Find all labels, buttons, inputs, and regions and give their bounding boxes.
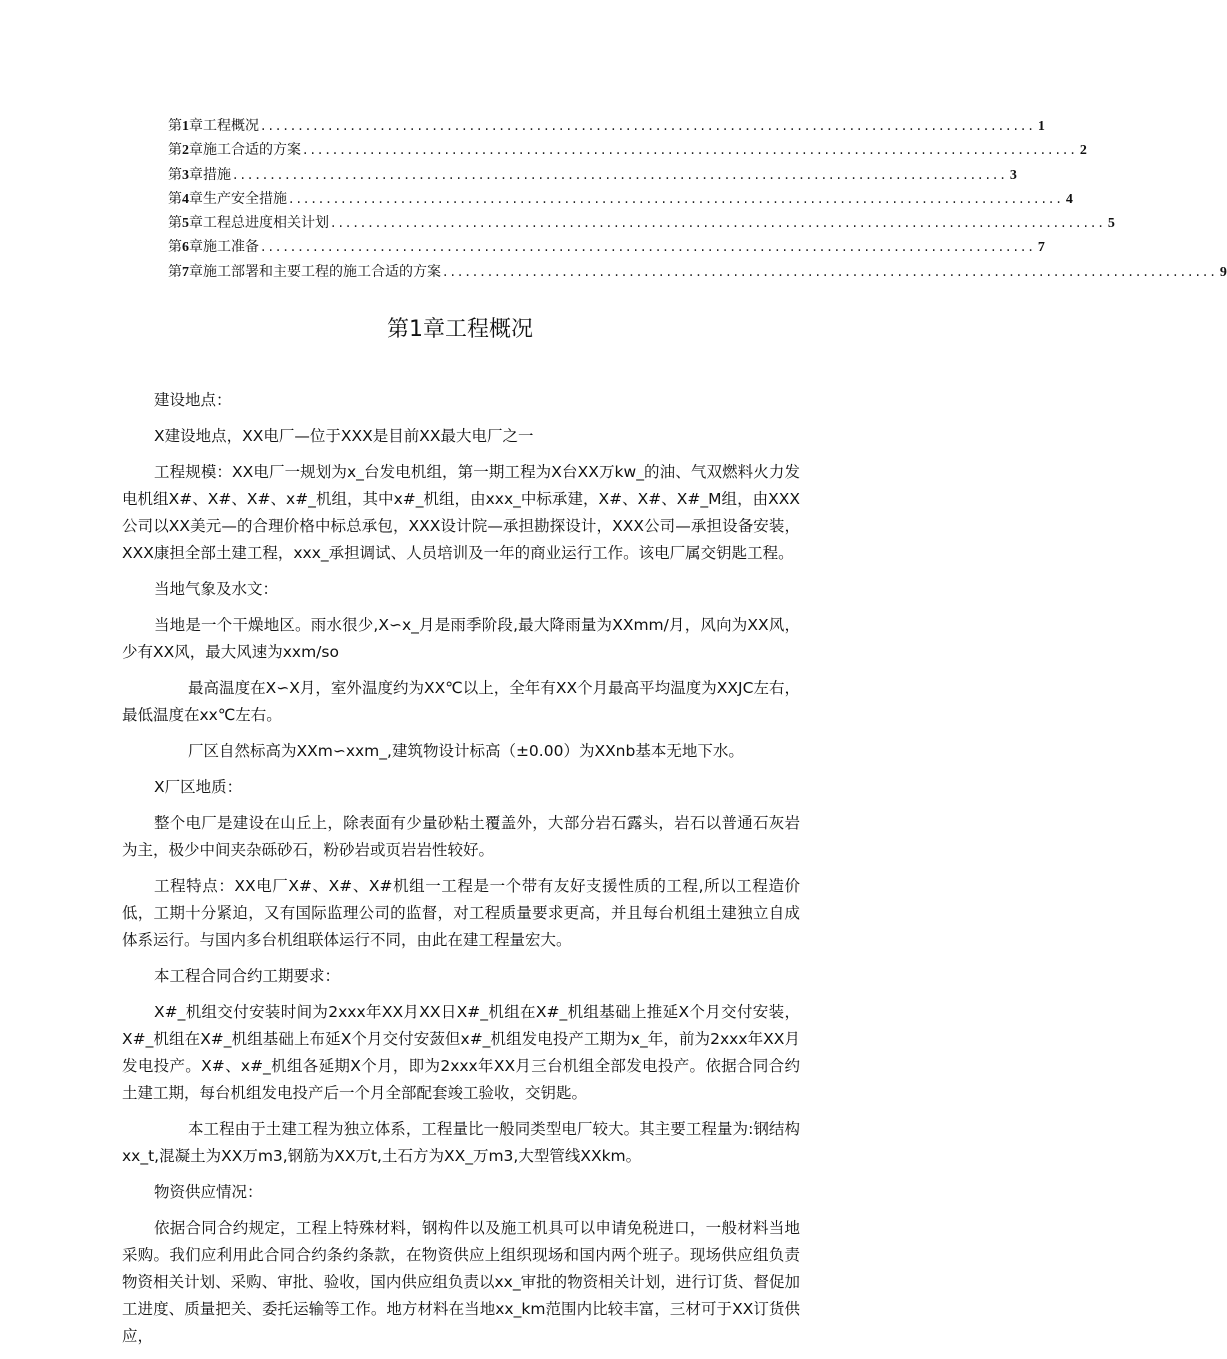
- toc-prefix: 第: [168, 239, 182, 256]
- toc-title: 章施工准备: [189, 239, 259, 256]
- toc-prefix: 第: [168, 263, 182, 280]
- paragraph: X厂区地质：: [154, 778, 243, 796]
- toc-entry[interactable]: [168, 212, 1115, 236]
- toc-prefix: 第: [168, 190, 182, 207]
- paragraph: 当地是一个干燥地区。雨水很少,X∽x_月是雨季阶段,最大降雨量为XXmm/月，风向为XX风，少有XX风，最大风速为xxm/so: [122, 616, 800, 661]
- paragraph: 工程特点：XX电厂X#、X#、X#机组一工程是一个带有友好支援性质的工程,所以工程造价低，工期十分紧迫，又有国际监理公司的监督，对工程质量要求更高，并且每台机组土建独立自成体系运行。与国内多台机组联体运行不同，由此在建工程量宏大。: [122, 877, 800, 949]
- table-of-contents: [168, 115, 1227, 285]
- paragraph: 物资供应情况：: [154, 1183, 263, 1201]
- toc-entry[interactable]: [168, 236, 1045, 260]
- toc-chapter-number: 7: [182, 264, 189, 280]
- paragraph: 当地气象及水文：: [154, 580, 279, 598]
- toc-prefix: 第: [168, 166, 182, 183]
- toc-page: 5: [1107, 216, 1115, 232]
- paragraph: 本工程由于土建工程为独立体系，工程量比一般同类型电厂较大。其主要工程量为:钢结构xx_t,混凝土为XX万m3,钢筋为XX万t,土石方为XX_万m3,大型管线XXkm。: [122, 1120, 800, 1165]
- toc-chapter-number: 4: [182, 191, 189, 207]
- toc-entry[interactable]: [168, 139, 1087, 163]
- toc-page: 4: [1065, 191, 1073, 207]
- toc-page: 7: [1037, 240, 1045, 256]
- paragraph: 整个电厂是建设在山丘上，除表面有少量砂粘土覆盖外，大部分岩石露头，岩石以普通石灰岩为主，极少中间夹杂砾砂石，粉砂岩或页岩岩性较好。: [122, 814, 800, 859]
- chapter-heading: 第1章工程概况: [387, 317, 533, 342]
- paragraph: 工程规模：XX电厂一规划为x_台发电机组，第一期工程为X台XX万kw_的油、气双燃料火力发电机组X#、X#、X#、x#_机组，其中x#_机组，由xxx_中标承建，X#、X#、X#_M组，由XXX公司以XX美元—的合理价格中标总承包，XXX设计院—承担勘探设计，XXX公司—承担设备安装，XXX康担全部土建工程，xxx_承担调试、人员培训及一年的商业运行工作。该电厂属交钥匙工程。: [122, 463, 800, 562]
- toc-entry[interactable]: [168, 188, 1073, 212]
- toc-prefix: 第: [168, 142, 182, 159]
- toc-title: 章工程概况: [189, 118, 259, 134]
- toc-chapter-number: 1: [182, 119, 189, 134]
- toc-chapter-number: 2: [182, 143, 189, 159]
- toc-leader: ........................................................................................................: [261, 239, 1036, 256]
- toc-leader: ........................................................................................................: [289, 190, 1064, 207]
- toc-title: 章工程总进度相关计划: [189, 215, 329, 232]
- toc-prefix: 第: [168, 118, 182, 134]
- paragraph: 本工程合同合约工期要求：: [154, 967, 341, 985]
- toc-chapter-number: 6: [182, 240, 189, 256]
- toc-chapter-number: 3: [182, 167, 189, 183]
- toc-leader: ........................................................................................................: [331, 215, 1106, 232]
- toc-leader: ........................................................................................................: [261, 118, 1036, 134]
- toc-entry[interactable]: [168, 115, 1045, 139]
- toc-entry[interactable]: [168, 164, 1017, 188]
- paragraph: 最高温度在X∽X月，室外温度约为XX℃以上，全年有XX个月最高平均温度为XXJC左右，最低温度在xx℃左右。: [122, 679, 800, 724]
- toc-prefix: 第: [168, 215, 182, 232]
- toc-chapter-number: 5: [182, 216, 189, 232]
- toc-title: 章施工合适的方案: [189, 142, 301, 159]
- toc-entry[interactable]: [168, 261, 1227, 285]
- toc-page: 2: [1079, 143, 1087, 159]
- paragraph: 厂区自然标高为XXm∽xxm_,建筑物设计标高（±0.00）为XXnb基本无地下水。: [188, 742, 744, 760]
- paragraph: X#_机组交付安装时间为2xxx年XX月XX日X#_机组在X#_机组基础上推延X个月交付安装，X#_机组在X#_机组基础上布延X个月交付安蔹但x#_机组发电投产工期为x_年，前为2xxx年XX月发电投产。X#、x#_机组各延期X个月，即为2xxx年XX月三台机组全部发电投产。依据合同合约土建工期，每台机组发电投产后一个月全部配套竣工验收，交钥匙。: [122, 1003, 800, 1102]
- toc-page: 1: [1037, 119, 1045, 134]
- paragraph: 建设地点：: [154, 391, 232, 409]
- document-body: [122, 387, 800, 1359]
- toc-title: 章施工部署和主要工程的施工合适的方案: [189, 263, 441, 280]
- toc-page: 3: [1009, 167, 1017, 183]
- toc-page: 9: [1219, 264, 1227, 280]
- toc-title: 章生产安全措施: [189, 190, 287, 207]
- paragraph: 依据合同合约规定，工程上特殊材料，钢构件以及施工机具可以申请免税进口，一般材料当地采购。我们应利用此合同合约条约条款，在物资供应上组织现场和国内两个班子。现场供应组负责物资相关计划、采购、审批、验收，国内供应组负责以xx_审批的物资相关计划，进行订货、督促加工进度、质量把关、委托运输等工作。地方材料在当地xx_km范围内比较丰富，三材可于XX订货供应，: [122, 1219, 800, 1345]
- paragraph: X建设地点，XX电厂—位于XXX是目前XX最大电厂之一: [154, 427, 534, 445]
- toc-leader: ........................................................................................................: [233, 166, 1008, 183]
- toc-leader: ........................................................................................................: [443, 263, 1218, 280]
- toc-leader: ........................................................................................................: [303, 142, 1078, 159]
- toc-title: 章措施: [189, 166, 231, 183]
